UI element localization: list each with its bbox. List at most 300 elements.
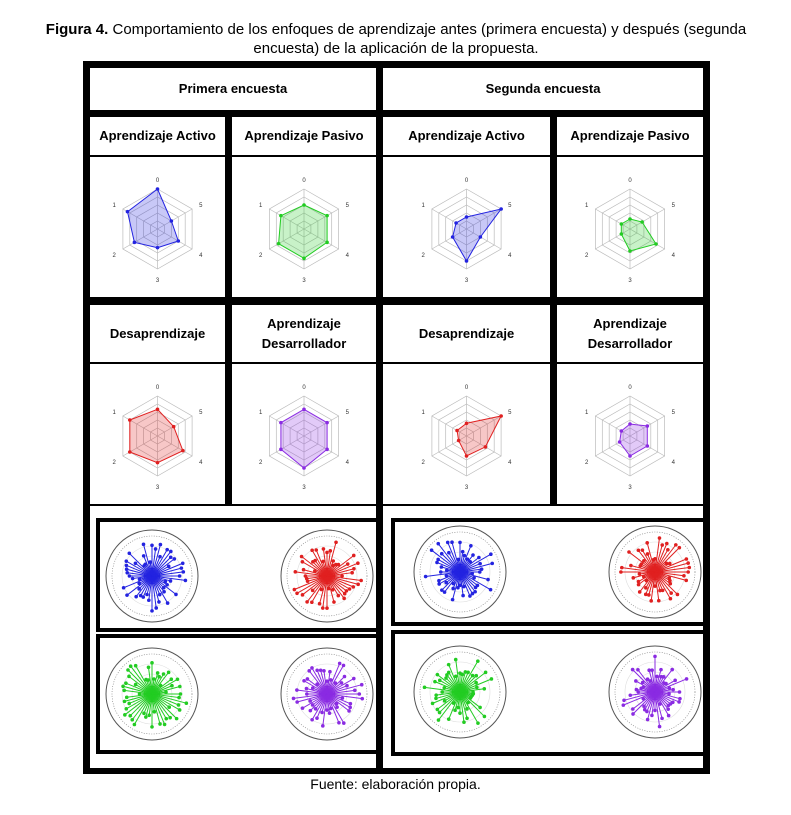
radar-axis-label: 3 xyxy=(464,485,469,491)
circular-plot-point xyxy=(440,552,444,556)
radar-axis-label: 4 xyxy=(345,460,349,466)
radar-axis-label: 2 xyxy=(585,253,589,259)
circular-plot-point xyxy=(356,583,360,587)
circular-plot-point xyxy=(461,673,465,677)
circular-plot-point xyxy=(150,661,154,665)
circular-plot-point xyxy=(433,680,437,684)
circular-plot-point xyxy=(458,541,462,545)
radar-3 xyxy=(585,178,676,284)
circular-plot-point xyxy=(453,708,457,712)
circular-plot xyxy=(281,648,373,740)
radar-axis-label: 4 xyxy=(199,253,203,259)
header-primera-encuesta: Primera encuesta xyxy=(90,68,376,110)
circular-plot-point xyxy=(134,561,138,565)
circular-plot-point xyxy=(450,540,454,544)
circular-plot-point xyxy=(643,708,647,712)
circular-plot-point xyxy=(622,703,626,707)
circular-plot-point xyxy=(178,708,182,712)
circular-plot-point xyxy=(308,699,312,703)
radar-point xyxy=(484,445,488,449)
circular-plot-point xyxy=(351,585,355,589)
circular-plots-segunda xyxy=(383,506,703,768)
radar-point xyxy=(628,454,632,458)
circular-plot-point xyxy=(337,721,341,725)
circular-plot-point xyxy=(658,536,662,540)
circular-plot-point xyxy=(127,702,131,706)
circular-plot-point xyxy=(169,579,173,583)
radar-point xyxy=(156,187,160,191)
radar-point xyxy=(640,220,644,224)
circular-plot-point xyxy=(122,689,126,693)
circular-plot-point xyxy=(659,668,663,672)
radar-axis-label: 2 xyxy=(421,253,425,259)
circular-plot-point xyxy=(439,570,443,574)
circular-plot-point xyxy=(646,718,650,722)
circular-plot-point xyxy=(478,562,482,566)
figure-label: Figura 4. xyxy=(45,21,109,38)
circular-plot-point xyxy=(437,718,441,722)
circular-plot-point xyxy=(671,688,675,692)
circular-plot-point xyxy=(678,697,682,701)
radar-point xyxy=(457,439,461,443)
radar-point xyxy=(325,214,329,218)
circular-plot-point xyxy=(328,711,332,715)
radar-point xyxy=(325,421,329,425)
figure-source: Fuente: elaboración propia. xyxy=(310,776,481,792)
circular-plot-point xyxy=(164,717,168,721)
circular-plot-point xyxy=(443,699,447,703)
circular-plot-point xyxy=(180,566,184,570)
circular-plot-point xyxy=(158,593,162,597)
circular-plot-point xyxy=(174,593,178,597)
subheader-desaprendizaje-1: Desaprendizaje xyxy=(90,305,225,362)
circular-plot-point xyxy=(423,686,427,690)
circular-plot-point xyxy=(490,562,494,566)
circular-plot-point xyxy=(125,593,129,597)
circular-plot-point xyxy=(342,664,346,668)
circular-plot-point xyxy=(360,683,364,687)
radar-point xyxy=(156,408,160,412)
circular-plot-point xyxy=(150,725,154,729)
circular-plot-point xyxy=(444,581,448,585)
radar-axis-label: 5 xyxy=(345,203,349,209)
circular-plot-point xyxy=(436,542,440,546)
circular-plot-point xyxy=(142,543,146,547)
circular-plot-point xyxy=(125,567,129,571)
circular-plot-point xyxy=(668,582,672,586)
circular-plot-point xyxy=(684,579,688,583)
circular-plot-point xyxy=(454,658,458,662)
circular-plot-point xyxy=(176,678,180,682)
circular-plot-point xyxy=(154,606,158,610)
radar-point xyxy=(277,242,281,246)
circular-plot-point xyxy=(319,668,323,672)
circular-plot-point xyxy=(631,668,635,672)
circular-plot-point xyxy=(170,684,174,688)
circular-plot-point xyxy=(329,549,333,553)
circular-plot-point xyxy=(313,559,317,563)
circular-plot-point xyxy=(440,588,444,592)
subheader-desarrollador-2: Aprendizaje Desarrollador xyxy=(557,305,703,362)
radar-axis-label: 5 xyxy=(199,203,203,209)
circular-plot-point xyxy=(159,543,163,547)
radar-point xyxy=(620,232,624,236)
circular-plot-point xyxy=(634,679,638,683)
circular-plot-point xyxy=(301,593,305,597)
circular-plot-point xyxy=(320,711,324,715)
circular-plot-point xyxy=(178,685,182,689)
circular-plot-point xyxy=(348,587,352,591)
circular-plot-point xyxy=(181,561,185,565)
circular-plot-point xyxy=(142,554,146,558)
circular-plot-point xyxy=(315,668,319,672)
circular-plot-point xyxy=(474,586,478,590)
circular-plot-point xyxy=(125,571,129,575)
circular-plot-point xyxy=(128,714,132,718)
circular-plot-point xyxy=(158,555,162,559)
circular-plot-point xyxy=(637,583,641,587)
circular-plot-point xyxy=(163,723,167,727)
circular-plot-point xyxy=(139,594,143,598)
circular-plot xyxy=(609,526,701,618)
circular-plot-point xyxy=(666,548,670,552)
circular-plot-point xyxy=(302,679,306,683)
circular-plot-point xyxy=(340,574,344,578)
radar-point xyxy=(156,246,160,250)
circular-plot-point xyxy=(358,692,362,696)
radar-point xyxy=(128,418,132,422)
circular-plot-point xyxy=(342,721,346,725)
radar-axis-label: 4 xyxy=(345,253,349,259)
circular-plot-point xyxy=(321,606,325,610)
circular-plot-point xyxy=(438,711,442,715)
circular-plot-point xyxy=(483,715,487,719)
circular-plot-point xyxy=(169,555,173,559)
circular-plot-point xyxy=(295,592,299,596)
circular-plot-point xyxy=(305,692,309,696)
circular-plot-point xyxy=(650,668,654,672)
circular-plot-point xyxy=(150,609,154,613)
circular-plot-point xyxy=(674,543,678,547)
circular-plot-point xyxy=(667,714,671,718)
radar-point xyxy=(170,219,174,223)
circular-plot-point xyxy=(352,554,356,558)
circular-plot-point xyxy=(328,670,332,674)
circular-plot-point xyxy=(451,587,455,591)
circular-plot-point xyxy=(482,687,486,691)
circular-plot-point xyxy=(477,556,481,560)
radar-axis-label: 5 xyxy=(199,410,203,416)
circular-plot-point xyxy=(121,684,125,688)
radar-point xyxy=(465,454,469,458)
radar-point xyxy=(128,450,132,454)
circular-plot-point xyxy=(628,693,632,697)
circular-plot-point xyxy=(660,543,664,547)
circular-plot-point xyxy=(144,715,148,719)
circular-plot-point xyxy=(685,557,689,561)
circular-plot-point xyxy=(635,688,639,692)
circular-plot-point xyxy=(178,574,182,578)
circular-plot-point xyxy=(484,671,488,675)
circular-plot-point xyxy=(182,570,186,574)
radar-point xyxy=(172,425,176,429)
circular-plot-point xyxy=(130,718,134,722)
circular-plot-point xyxy=(348,706,352,710)
circular-plot xyxy=(281,530,373,622)
circular-plot-point xyxy=(134,683,138,687)
circular-plot-point xyxy=(660,717,664,721)
circular-plot-point xyxy=(646,552,650,556)
circular-plot-point xyxy=(125,564,129,568)
radar-axis-label: 0 xyxy=(155,385,160,391)
circular-plot-point xyxy=(424,575,428,579)
circular-plot-point xyxy=(293,588,297,592)
radar-axis-label: 3 xyxy=(302,485,306,491)
radar-axis-label: 4 xyxy=(199,460,203,466)
circular-plot-point xyxy=(434,697,438,701)
circular-plot-point xyxy=(437,582,441,586)
circular-plot-point xyxy=(156,671,160,675)
circular-plot-point xyxy=(309,709,313,713)
circular-plot-point xyxy=(165,548,169,552)
radar-axis-label: 3 xyxy=(464,278,469,284)
radar-point xyxy=(646,444,650,448)
circular-plot-point xyxy=(678,546,682,550)
circular-plot-point xyxy=(329,707,333,711)
circular-plot-point xyxy=(314,707,318,711)
circular-plot-point xyxy=(667,704,671,708)
circular-plot-point xyxy=(301,560,305,564)
circular-plot-point xyxy=(440,690,444,694)
circular-plot-point xyxy=(676,593,680,597)
circular-plot-point xyxy=(638,572,642,576)
circular-plot xyxy=(414,646,506,738)
circular-plot-point xyxy=(486,578,490,582)
circular-plot-point xyxy=(637,549,641,553)
circular-plot-point xyxy=(471,553,475,557)
circular-plot-point xyxy=(666,707,670,711)
circular-plot-point xyxy=(325,551,329,555)
circular-plot-point xyxy=(157,675,161,679)
radar-5 xyxy=(259,385,350,491)
circular-plot-point xyxy=(343,675,347,679)
figure-caption-text: Comportamiento de los enfoques de aprendizaje antes (primera encuesta) y después (segunda encuesta) de la aplicación de la propuesta. xyxy=(112,21,747,57)
circular-plot-point xyxy=(636,668,640,672)
radar-axis-label: 5 xyxy=(345,410,349,416)
radar-point xyxy=(325,448,329,452)
radar-axis-label: 1 xyxy=(259,410,263,416)
radar-axis-label: 1 xyxy=(585,203,589,209)
radar-axis-label: 3 xyxy=(628,278,632,284)
circular-plot-point xyxy=(619,570,623,574)
circular-plot-point xyxy=(641,548,645,552)
radar-point xyxy=(302,257,306,261)
radar-axis-label: 2 xyxy=(259,460,263,466)
circular-plot-point xyxy=(168,716,172,720)
radar-point xyxy=(279,214,283,218)
circular-plot-point xyxy=(475,686,479,690)
circular-plot-point xyxy=(620,566,624,570)
radar-point xyxy=(620,429,624,433)
circular-plot-point xyxy=(350,571,354,575)
circular-plot-point xyxy=(678,690,682,694)
radar-point xyxy=(620,222,624,226)
radar-point xyxy=(465,421,469,425)
circular-plot-point xyxy=(437,579,441,583)
radar-point xyxy=(646,424,650,428)
radar-point xyxy=(302,466,306,470)
circular-plot-point xyxy=(657,599,661,603)
radar-6 xyxy=(422,385,513,491)
circular-plot-point xyxy=(474,674,478,678)
radar-series-area xyxy=(130,409,183,462)
circular-plot-point xyxy=(436,673,440,677)
circular-plot-point xyxy=(301,706,305,710)
subheader-activo-1: Aprendizaje Activo xyxy=(90,117,225,155)
circular-plot-point xyxy=(658,589,662,593)
circular-plot-point xyxy=(177,703,181,707)
circular-plot-point xyxy=(436,708,440,712)
circular-plot-point xyxy=(631,712,635,716)
circular-plot-point xyxy=(658,725,662,729)
circular-plot-point xyxy=(336,594,340,598)
radar-axis-label: 3 xyxy=(302,278,306,284)
radar-1 xyxy=(259,178,350,284)
radar-point xyxy=(654,242,658,246)
circular-plot-point xyxy=(126,668,130,672)
radar-series-area xyxy=(128,189,179,248)
radar-axis-label: 1 xyxy=(421,203,425,209)
circular-plot-point xyxy=(653,709,657,713)
circular-plot-point xyxy=(631,707,635,711)
subheader-pasivo-1: Aprendizaje Pasivo xyxy=(232,117,376,155)
radar-axis-label: 4 xyxy=(671,253,675,259)
circular-plot-point xyxy=(444,676,448,680)
circular-plot-point xyxy=(305,600,309,604)
circular-plot-point xyxy=(650,714,654,718)
circular-plot-point xyxy=(166,601,170,605)
circular-plot-point xyxy=(184,579,188,583)
radar-axis-label: 0 xyxy=(155,178,160,184)
circular-plot-point xyxy=(687,566,691,570)
subheader-desarrollador-1: Aprendizaje Desarrollador xyxy=(232,305,376,362)
circular-plot-point xyxy=(153,710,157,714)
circular-plot-point xyxy=(465,707,469,711)
circular-plot-point xyxy=(167,705,171,709)
circular-plot-point xyxy=(435,561,439,565)
circular-plot-point xyxy=(647,593,651,597)
radar-axis-label: 5 xyxy=(508,203,512,209)
radar-axis-label: 1 xyxy=(421,410,425,416)
circular-plot-point xyxy=(474,681,478,685)
radar-point xyxy=(628,249,632,253)
circular-plot-point xyxy=(172,557,176,561)
circular-plot-point xyxy=(318,602,322,606)
circular-plot-point xyxy=(124,707,128,711)
radar-axis-label: 1 xyxy=(112,410,116,416)
radar-axis-label: 5 xyxy=(671,410,675,416)
radar-axis-label: 0 xyxy=(464,178,469,184)
circular-plot-point xyxy=(653,655,657,659)
radar-point xyxy=(302,203,306,207)
circular-plot-point xyxy=(292,697,296,701)
radar-axis-label: 2 xyxy=(259,253,263,259)
circular-plot-point xyxy=(169,677,173,681)
circular-plot-point xyxy=(125,559,129,563)
radar-cell-6 xyxy=(383,364,550,504)
circular-plot-point xyxy=(431,702,435,706)
circular-plot-point xyxy=(338,662,342,666)
header-segunda-encuesta: Segunda encuesta xyxy=(383,68,703,110)
radar-cell-3 xyxy=(557,157,703,297)
circular-plot-point xyxy=(454,674,458,678)
circular-plot-point xyxy=(310,666,314,670)
circular-plot-point xyxy=(476,721,480,725)
circular-plot-point xyxy=(447,717,451,721)
circular-plot-point xyxy=(668,562,672,566)
radar-axis-label: 4 xyxy=(508,253,512,259)
circular-plot-point xyxy=(668,686,672,690)
circular-plot-point xyxy=(471,674,475,678)
circular-plot-point xyxy=(476,659,480,663)
radar-point xyxy=(628,217,632,221)
radar-4 xyxy=(113,385,204,491)
circular-plot-point xyxy=(157,600,161,604)
circular-plot-point xyxy=(463,554,467,558)
circular-plot-point xyxy=(145,593,149,597)
circular-plot-point xyxy=(436,558,440,562)
radar-point xyxy=(451,235,455,239)
circular-plot-point xyxy=(461,594,465,598)
circular-plot-point xyxy=(331,559,335,563)
circular-plot-point xyxy=(465,717,469,721)
circular-plot-point xyxy=(637,580,641,584)
circular-plot xyxy=(414,526,506,618)
circular-plot-point xyxy=(451,598,455,602)
circular-plot-point xyxy=(447,671,451,675)
radar-series-area xyxy=(281,409,327,468)
radar-0 xyxy=(113,178,204,284)
circular-plot-point xyxy=(686,570,690,574)
circular-plot-point xyxy=(294,570,298,574)
circular-plot-point xyxy=(307,669,311,673)
circular-plot xyxy=(106,648,198,740)
radar-axis-label: 5 xyxy=(508,410,512,416)
radar-cell-1 xyxy=(232,157,376,297)
circular-plot-point xyxy=(490,677,494,681)
circular-plot-point xyxy=(489,588,493,592)
subheader-activo-2: Aprendizaje Activo xyxy=(383,117,550,155)
circular-plot-point xyxy=(644,586,648,590)
radar-point xyxy=(156,461,160,465)
circular-plot-point xyxy=(169,550,173,554)
circular-plot-point xyxy=(162,672,166,676)
figure-caption xyxy=(16,20,776,58)
radar-axis-label: 3 xyxy=(628,485,632,491)
circular-plot-point xyxy=(129,664,133,668)
circular-plot-point xyxy=(468,594,472,598)
circular-plot-point xyxy=(685,677,689,681)
circular-plot-point xyxy=(466,671,470,675)
circular-plot-point xyxy=(334,540,338,544)
circular-plot-point xyxy=(142,712,146,716)
radar-point xyxy=(279,421,283,425)
circular-plot-point xyxy=(655,675,659,679)
circular-plot-point xyxy=(456,586,460,590)
radar-axis-label: 2 xyxy=(112,253,116,259)
circular-plot-point xyxy=(315,716,319,720)
circular-plot-point xyxy=(645,541,649,545)
